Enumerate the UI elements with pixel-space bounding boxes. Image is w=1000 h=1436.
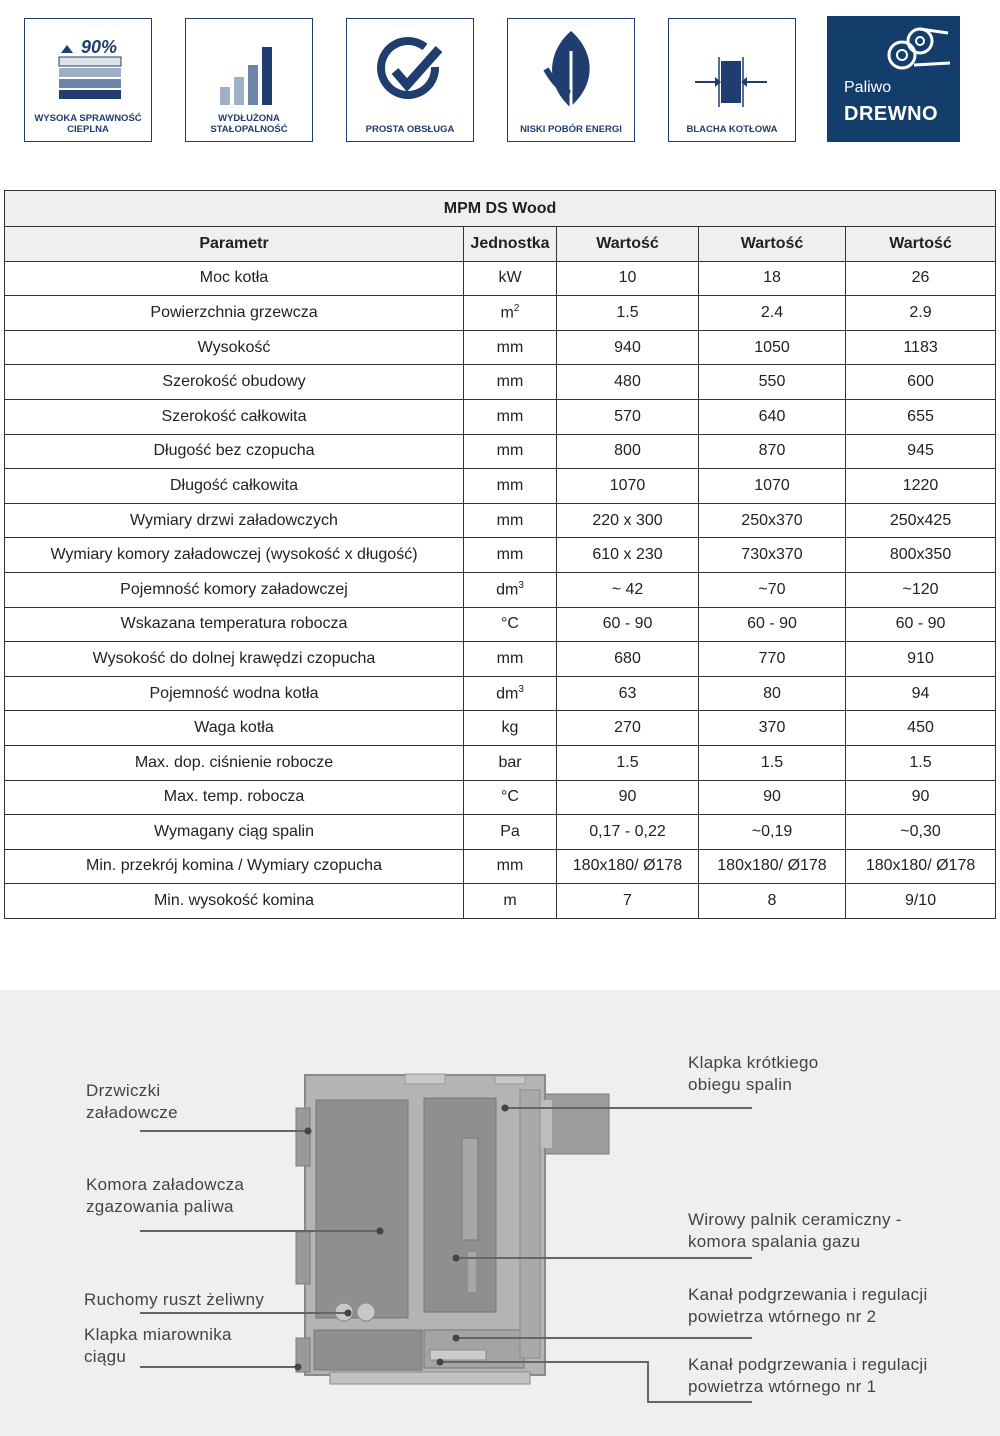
value-cell: 940 (557, 330, 699, 365)
easy-use-card (346, 18, 474, 142)
value-cell: 800x350 (846, 538, 996, 573)
unit-text: kW (498, 269, 522, 287)
table-row (5, 676, 996, 711)
table-body (5, 261, 996, 918)
leaf-icon (508, 27, 634, 115)
table-header-row (5, 227, 996, 262)
value-cell: 250x370 (699, 503, 846, 538)
unit-cell (464, 330, 557, 365)
param-cell: Wysokość do dolnej krawędzi czopucha (5, 642, 464, 677)
efficiency-card (24, 18, 152, 142)
table-row (5, 365, 996, 400)
value-cell: 600 (846, 365, 996, 400)
unit-cell (464, 884, 557, 919)
value-cell: 655 (846, 399, 996, 434)
value-cell: 0,17 - 0,22 (557, 815, 699, 850)
table-row (5, 469, 996, 504)
column-header: Wartość (846, 227, 996, 262)
param-cell: Wymiary komory załadowczej (wysokość x długość) (5, 538, 464, 573)
value-cell: 910 (846, 642, 996, 677)
value-cell: 640 (699, 399, 846, 434)
label-chamber: Komora załadowcza zgazowania paliwa (86, 1175, 245, 1216)
value-cell: 270 (557, 711, 699, 746)
unit-text: mm (496, 476, 524, 494)
value-cell: 26 (846, 261, 996, 296)
unit-text: mm (496, 649, 524, 667)
unit-text: mm (496, 857, 524, 875)
table-row (5, 261, 996, 296)
value-cell: 680 (557, 642, 699, 677)
value-cell: 10 (557, 261, 699, 296)
value-cell: 2.4 (699, 296, 846, 331)
check-icon (347, 27, 473, 115)
param-cell: Wysokość (5, 330, 464, 365)
value-cell: 870 (699, 434, 846, 469)
value-cell: 60 - 90 (846, 607, 996, 642)
param-cell: Wymiary drzwi załadowczych (5, 503, 464, 538)
value-cell: 1183 (846, 330, 996, 365)
unit-text: mm (496, 407, 524, 425)
table-row (5, 884, 996, 919)
unit-text: kg (501, 719, 519, 737)
value-cell: 250x425 (846, 503, 996, 538)
column-header: Jednostka (464, 227, 557, 262)
value-cell: 7 (557, 884, 699, 919)
value-cell: 90 (557, 780, 699, 815)
value-cell: 180x180/ Ø178 (846, 849, 996, 884)
unit-cell (464, 815, 557, 850)
feature-icons (24, 16, 960, 144)
value-cell: 90 (699, 780, 846, 815)
value-cell: ~ 42 (557, 572, 699, 607)
unit-exponent: 3 (518, 580, 524, 592)
unit-exponent: 2 (513, 303, 520, 315)
table-row (5, 434, 996, 469)
boiler-diagram (0, 990, 1000, 1436)
fuel-label-top: Paliwo (844, 79, 892, 96)
value-cell: 610 x 230 (557, 538, 699, 573)
param-cell: Długość bez czopucha (5, 434, 464, 469)
unit-cell (464, 434, 557, 469)
unit-text: °C (501, 615, 519, 633)
unit-cell (464, 849, 557, 884)
param-cell: Szerokość całkowita (5, 399, 464, 434)
value-cell: ~70 (699, 572, 846, 607)
burn-time-label: WYDŁUŻONA STAŁOPALNOŚĆ (210, 113, 288, 135)
unit-text: °C (501, 788, 519, 806)
param-cell: Pojemność wodna kotła (5, 676, 464, 711)
value-cell: 8 (699, 884, 846, 919)
param-cell: Max. dop. ciśnienie robocze (5, 745, 464, 780)
table-row (5, 711, 996, 746)
table-row (5, 399, 996, 434)
low-energy-label: NISKI POBÓR ENERGI (520, 124, 622, 135)
low-energy-card (507, 18, 635, 142)
label-bypass: Klapka krótkiego obiegu spalin (688, 1053, 819, 1094)
value-cell: 180x180/ Ø178 (699, 849, 846, 884)
unit-cell (464, 399, 557, 434)
param-cell: Powierzchnia grzewcza (5, 296, 464, 331)
param-cell: Moc kotła (5, 261, 464, 296)
param-cell: Max. temp. robocza (5, 780, 464, 815)
plate-icon (669, 27, 795, 115)
unit-text: mm (496, 373, 524, 391)
unit-text: mm (496, 442, 524, 460)
value-cell: 1050 (699, 330, 846, 365)
table-row (5, 780, 996, 815)
value-cell: 220 x 300 (557, 503, 699, 538)
value-cell: 1.5 (699, 745, 846, 780)
unit-text: Pa (500, 822, 520, 840)
value-cell: 9/10 (846, 884, 996, 919)
table-row (5, 745, 996, 780)
unit-text: dm (496, 581, 519, 599)
efficiency-label: WYSOKA SPRAWNOŚĆ CIEPLNA (34, 113, 142, 135)
spec-table (4, 190, 996, 919)
value-cell: 450 (846, 711, 996, 746)
value-cell: 550 (699, 365, 846, 400)
value-cell: 1.5 (557, 745, 699, 780)
table-row (5, 815, 996, 850)
table-row (5, 642, 996, 677)
unit-text: m (500, 304, 514, 322)
unit-cell (464, 261, 557, 296)
value-cell: 945 (846, 434, 996, 469)
value-cell: 94 (846, 676, 996, 711)
value-cell: 1070 (699, 469, 846, 504)
value-cell: 730x370 (699, 538, 846, 573)
value-cell: 570 (557, 399, 699, 434)
unit-text: bar (498, 753, 522, 771)
param-cell: Szerokość obudowy (5, 365, 464, 400)
unit-cell (464, 676, 557, 711)
fuel-label-main: DREWNO (844, 103, 939, 125)
unit-cell (464, 711, 557, 746)
value-cell: 1220 (846, 469, 996, 504)
steel-plate-label: BLACHA KOTŁOWA (686, 124, 778, 135)
steel-plate-card (668, 18, 796, 142)
unit-cell (464, 538, 557, 573)
unit-text: mm (496, 338, 524, 356)
value-cell: 18 (699, 261, 846, 296)
unit-cell (464, 572, 557, 607)
value-cell: 2.9 (846, 296, 996, 331)
table-row (5, 330, 996, 365)
unit-text: m (503, 892, 517, 910)
unit-text: dm (496, 685, 519, 703)
value-cell: 1.5 (557, 296, 699, 331)
unit-cell (464, 780, 557, 815)
value-cell: 80 (699, 676, 846, 711)
table-row (5, 849, 996, 884)
unit-cell (464, 745, 557, 780)
column-header: Parametr (5, 227, 464, 262)
label-grate: Ruchomy ruszt żeliwny (84, 1290, 265, 1309)
value-cell: 180x180/ Ø178 (557, 849, 699, 884)
efficiency-badge: 90% (81, 37, 118, 57)
value-cell: 370 (699, 711, 846, 746)
unit-cell (464, 296, 557, 331)
logs-icon (884, 23, 956, 78)
value-cell: ~0,19 (699, 815, 846, 850)
value-cell: ~0,30 (846, 815, 996, 850)
value-cell: 90 (846, 780, 996, 815)
label-door: Drzwiczki załadowcze (86, 1081, 178, 1122)
value-cell: 1070 (557, 469, 699, 504)
table-row (5, 607, 996, 642)
table-row (5, 572, 996, 607)
column-header: Wartość (699, 227, 846, 262)
value-cell: 480 (557, 365, 699, 400)
unit-cell (464, 365, 557, 400)
label-burner: Wirowy palnik ceramiczny - komora spalania gazu (688, 1210, 902, 1251)
label-channel-1: Kanał podgrzewania i regulacji powietrza wtórnego nr 1 (688, 1355, 928, 1396)
value-cell: 770 (699, 642, 846, 677)
easy-use-label: PROSTA OBSŁUGA (365, 124, 455, 135)
table-title: MPM DS Wood (5, 191, 996, 227)
label-channel-2: Kanał podgrzewania i regulacji powietrza wtórnego nr 2 (688, 1285, 928, 1326)
unit-cell (464, 642, 557, 677)
bar-chart-icon (186, 27, 312, 115)
value-cell: 63 (557, 676, 699, 711)
value-cell: ~120 (846, 572, 996, 607)
param-cell: Min. wysokość komina (5, 884, 464, 919)
unit-cell (464, 607, 557, 642)
value-cell: 60 - 90 (699, 607, 846, 642)
unit-exponent: 3 (518, 683, 524, 695)
value-cell: 800 (557, 434, 699, 469)
param-cell: Min. przekrój komina / Wymiary czopucha (5, 849, 464, 884)
value-cell: 1.5 (846, 745, 996, 780)
unit-text: mm (496, 546, 524, 564)
column-header: Wartość (557, 227, 699, 262)
unit-text: mm (496, 511, 524, 529)
param-cell: Wskazana temperatura robocza (5, 607, 464, 642)
unit-cell (464, 469, 557, 504)
burn-time-card (185, 18, 313, 142)
param-cell: Wymagany ciąg spalin (5, 815, 464, 850)
param-cell: Pojemność komory załadowczej (5, 572, 464, 607)
table-row (5, 503, 996, 538)
value-cell: 60 - 90 (557, 607, 699, 642)
param-cell: Waga kotła (5, 711, 464, 746)
table-row (5, 538, 996, 573)
fuel-card (827, 16, 960, 142)
unit-cell (464, 503, 557, 538)
table-row (5, 296, 996, 331)
label-damper: Klapka miarownika ciągu (84, 1325, 232, 1366)
param-cell: Długość całkowita (5, 469, 464, 504)
